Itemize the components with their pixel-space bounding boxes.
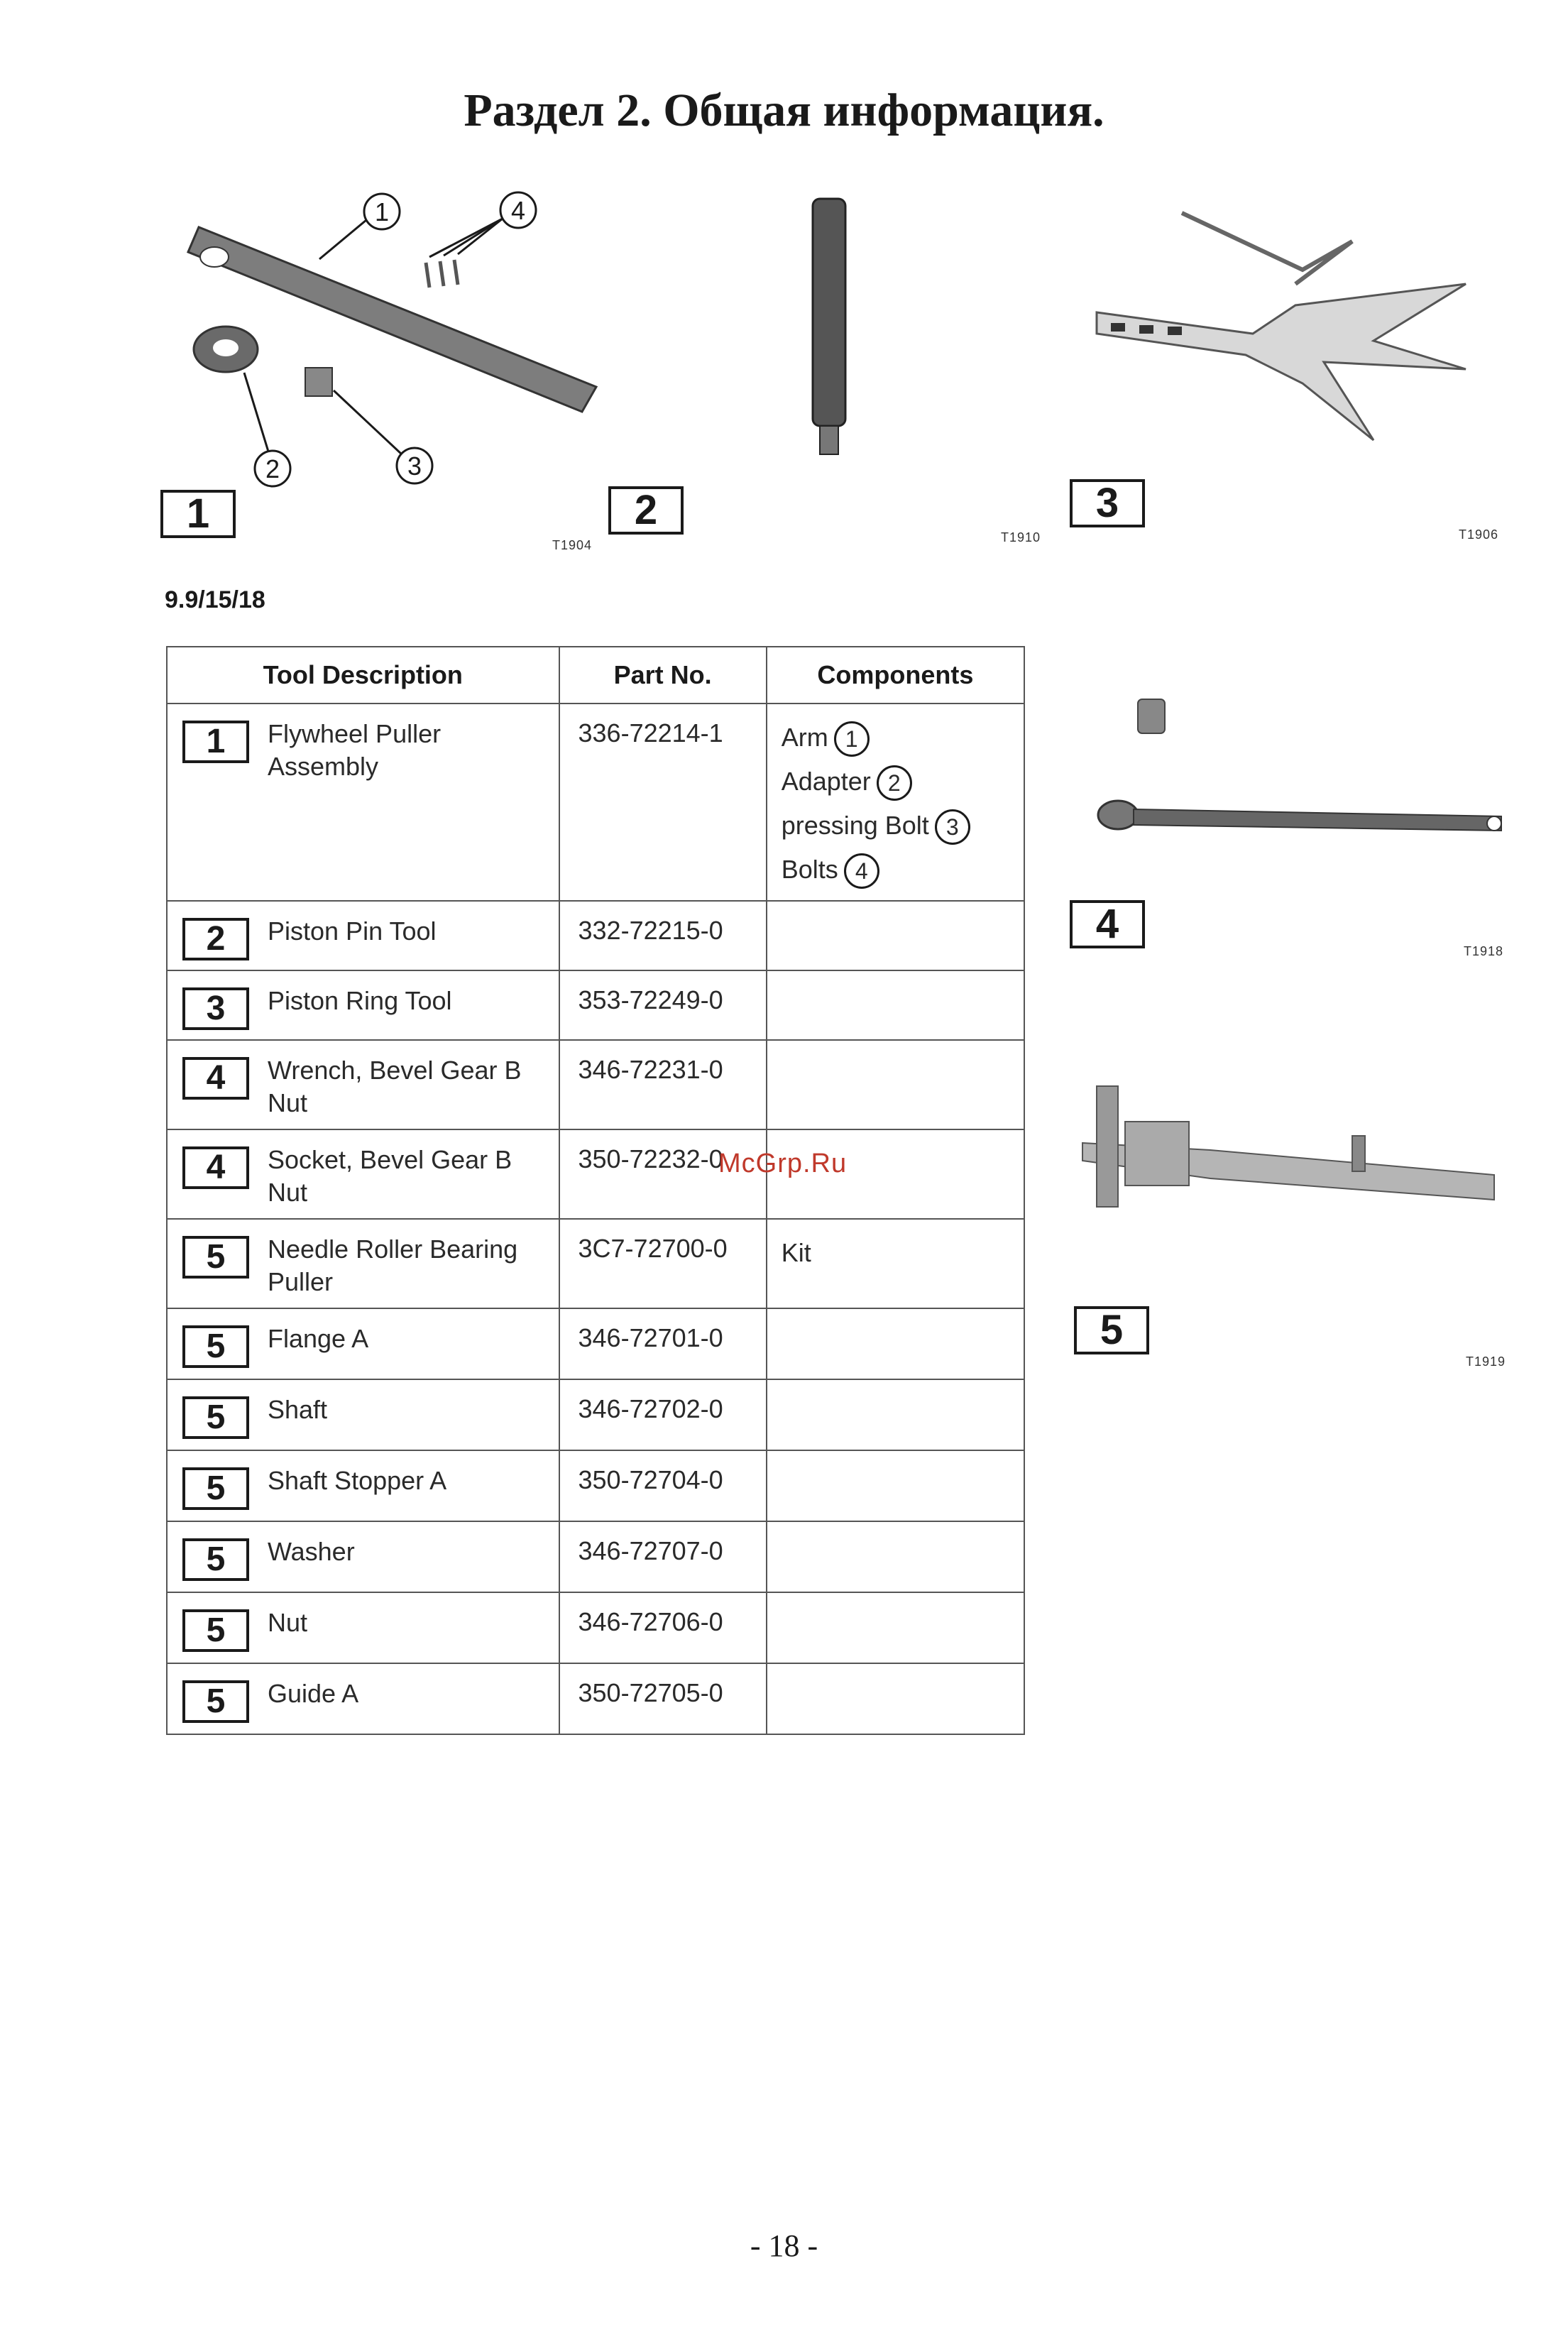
tool-description: Shaft Stopper A — [268, 1466, 447, 1495]
part-number: 346-72707-0 — [559, 1521, 767, 1592]
tool-number-box: 3 — [182, 987, 249, 1030]
part-number: 353-72249-0 — [559, 970, 767, 1040]
part-number: 346-72701-0 — [559, 1308, 767, 1379]
component-item — [782, 760, 1016, 804]
table-row — [167, 1663, 1024, 1734]
components-list — [767, 704, 1024, 901]
table-row — [167, 1308, 1024, 1379]
tool-description: Piston Ring Tool — [268, 986, 452, 1015]
tool-number-box: 5 — [182, 1396, 249, 1439]
components-cell — [767, 1379, 1024, 1450]
table-row — [167, 1592, 1024, 1663]
table-header-row — [167, 647, 1024, 704]
figure-5 — [1068, 1036, 1508, 1377]
component-text: Bolts — [781, 855, 838, 884]
figure-2 — [607, 185, 1047, 547]
figure-5-label: 5 — [1074, 1306, 1149, 1354]
tool-number-box: 5 — [182, 1609, 249, 1652]
table-row — [167, 1521, 1024, 1592]
figure-4 — [1068, 660, 1508, 965]
figure-1 — [156, 177, 610, 554]
components-cell — [767, 1308, 1024, 1379]
tool-number-box: 5 — [182, 1680, 249, 1723]
callout-4: 4 — [510, 196, 526, 225]
component-item — [782, 716, 1016, 760]
tool-number-box: 1 — [182, 721, 249, 763]
tool-number-box: 5 — [182, 1467, 249, 1510]
table-row — [167, 1129, 1024, 1219]
callout-2: 2 — [265, 454, 280, 483]
components-cell — [767, 1592, 1024, 1663]
part-number: 346-72706-0 — [559, 1592, 767, 1663]
components-cell — [767, 1040, 1024, 1129]
page-number: - 18 - — [750, 2228, 818, 2263]
table-row — [167, 1450, 1024, 1521]
table-row — [167, 1040, 1024, 1129]
part-number: 3C7-72700-0 — [559, 1219, 767, 1308]
tool-description: Guide A — [268, 1679, 359, 1708]
callout-1: 1 — [374, 197, 390, 226]
part-number: 332-72215-0 — [559, 901, 767, 970]
component-circle: 2 — [877, 765, 912, 801]
figure-5-code: T1919 — [1466, 1354, 1506, 1369]
tool-number-box: 5 — [182, 1538, 249, 1581]
component-item — [782, 848, 1016, 892]
component-kit: Kit — [767, 1219, 1024, 1308]
figure-1-code: T1904 — [552, 538, 593, 552]
components-cell — [767, 1663, 1024, 1734]
tool-description: Needle Roller Bearing Puller — [268, 1235, 518, 1296]
tool-description: Shaft — [268, 1395, 328, 1424]
table-row — [167, 970, 1024, 1040]
part-number: 350-72232-0 — [559, 1129, 767, 1219]
figure-2-label: 2 — [608, 486, 684, 535]
figure-3-label: 3 — [1070, 479, 1145, 527]
component-circle: 3 — [935, 809, 970, 845]
components-cell — [767, 1450, 1024, 1521]
tool-description: Piston Pin Tool — [268, 916, 437, 946]
tool-number-box: 2 — [182, 918, 249, 960]
header-components: Components — [767, 647, 1024, 704]
component-text: Adapter — [781, 767, 871, 796]
figure-3-code: T1906 — [1459, 527, 1499, 542]
tool-description: Nut — [268, 1608, 308, 1637]
component-circle: 1 — [834, 721, 870, 757]
component-item — [782, 804, 1016, 848]
watermark: McGrp.Ru — [718, 1149, 848, 1178]
figure-2-code: T1910 — [1001, 530, 1041, 544]
model-numbers: 9.9/15/18 — [165, 586, 265, 613]
tool-description: Washer — [268, 1537, 355, 1566]
components-cell — [767, 901, 1024, 970]
header-part-no: Part No. — [559, 647, 767, 704]
tool-number-box: 5 — [182, 1236, 249, 1279]
tool-description: Socket, Bevel Gear B Nut — [268, 1145, 512, 1207]
special-tools-table — [166, 646, 1025, 1735]
part-number: 350-72704-0 — [559, 1450, 767, 1521]
callout-3: 3 — [407, 451, 422, 481]
header-tool-description: Tool Description — [167, 647, 559, 704]
part-number: 346-72231-0 — [559, 1040, 767, 1129]
table-row — [167, 901, 1024, 970]
tool-number-box: 4 — [182, 1146, 249, 1189]
figure-4-label: 4 — [1070, 900, 1145, 948]
page-title: Раздел 2. Общая информация. — [464, 84, 1104, 136]
component-text: pressing Bolt — [781, 811, 929, 840]
component-circle: 4 — [844, 853, 879, 889]
tool-description: Wrench, Bevel Gear B Nut — [268, 1056, 522, 1117]
tool-number-box: 5 — [182, 1325, 249, 1368]
figure-3 — [1068, 185, 1508, 547]
tool-number-box: 4 — [182, 1057, 249, 1100]
figure-1-label: 1 — [160, 490, 236, 538]
tool-description: Flange A — [268, 1324, 369, 1353]
tool-description: Flywheel Puller Assembly — [268, 719, 442, 781]
table-row — [167, 1379, 1024, 1450]
components-cell — [767, 970, 1024, 1040]
part-number: 336-72214-1 — [559, 704, 767, 901]
part-number: 350-72705-0 — [559, 1663, 767, 1734]
figure-4-code: T1918 — [1464, 944, 1504, 958]
table-row — [167, 704, 1024, 901]
component-text: Arm — [781, 723, 828, 752]
table-row — [167, 1219, 1024, 1308]
components-cell — [767, 1521, 1024, 1592]
part-number: 346-72702-0 — [559, 1379, 767, 1450]
